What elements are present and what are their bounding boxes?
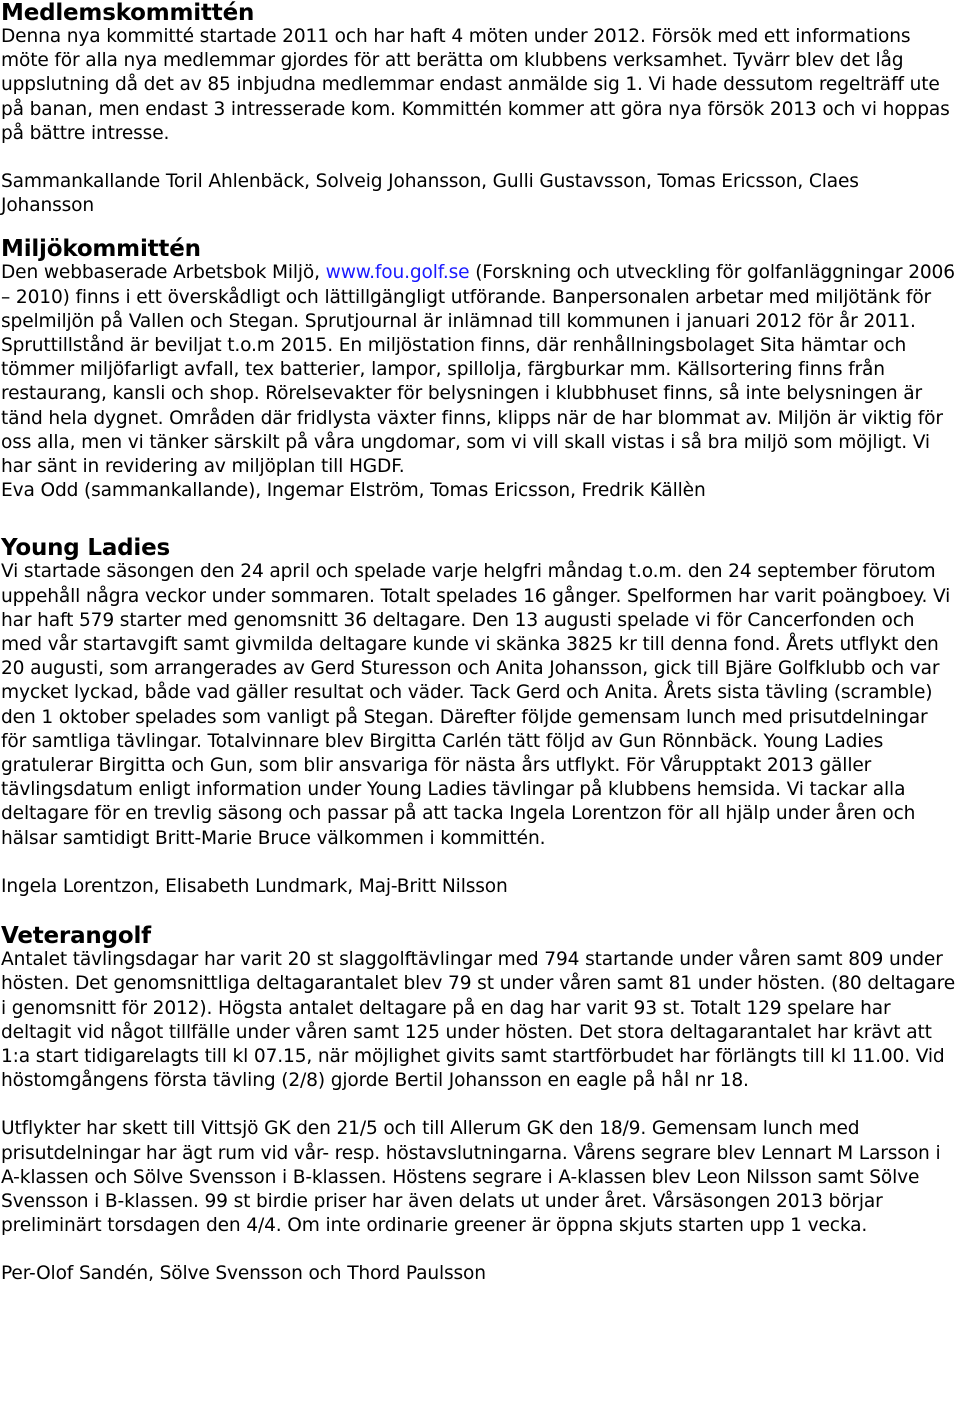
veteran-members: Per-Olof Sandén, Sölve Svensson och Thord Paulsson	[1, 1263, 486, 1285]
medlem-members: Sammankallande Toril Ahlenbäck, Solveig Johansson, Gulli Gustavsson, Tomas Ericsson, Claes Johansson	[1, 171, 859, 217]
fou-golf-link[interactable]: www.fou.golf.se	[325, 262, 470, 284]
section-medlemskommitten	[1, 0, 956, 218]
section-veterangolf	[1, 923, 956, 1286]
miljo-text-after-link: (Forskning och utveckling för golfanläggningar 2006 – 2010) finns i ett överskådligt och lättillgängligt utförande. Banpersonalen arbetar med miljötänk för spelmiljön på Vallen och Stegan. Sprutjournal är inlämnad till kommunen i januari 2012 för år 2011. Spruttillstånd är beviljat t.o.m 2015. En miljöstation finns, där renhållningsbolaget Sita hämtar och tömmer miljöfarligt avfall, tex batterier, lampor, spillolja, färgburkar mm. Källsortering finns från restaurang, kansli och shop. Rörelsevakter för belysningen i klubbhuset finns, så inte belysningen är tänd hela dygnet. Områden där fridlysta växter finns, klipps när de har blommat av. Miljön är viktig för oss alla, men vi tänker särskilt på våra ungdomar, som vi vill skall vistas i så bra miljö som möjligt. Vi har sänt in revidering av miljöplan till HGDF.	[1, 262, 955, 478]
veteran-paragraph-2: Utflykter har skett till Vittsjö GK den 21/5 och till Allerum GK den 18/9. Gemensam lunch med prisutdelningar har ägt rum vid vår- resp. höstavslutningarna. Vårens segrare blev Lennart M Larsson i A-klassen och Sölve Svensson i B-klassen. Höstens segrare i A-klassen blev Leon Nilsson samt Sölve Svensson i B-klassen. 99 st birdie priser har även delats ut under året. Vårsäsongen 2013 börjar preliminärt torsdagen den 4/4. Om inte ordinarie greener är öppna skjuts starten upp 1 vecka.	[1, 1118, 941, 1237]
section-miljokommitten	[1, 236, 956, 503]
heading-miljokommitten: Miljökommittén	[1, 236, 201, 263]
section-young-ladies	[1, 535, 956, 899]
miljo-members: Eva Odd (sammankallande), Ingemar Elström, Tomas Ericsson, Fredrik Källèn	[1, 480, 706, 502]
miljo-paragraph	[1, 261, 956, 479]
heading-veterangolf: Veterangolf	[1, 923, 151, 950]
heading-medlemskommitten: Medlemskommittén	[1, 0, 255, 26]
veteran-paragraph-1: Antalet tävlingsdagar har varit 20 st slaggolftävlingar med 794 startande under våren samt 809 under hösten. Det genomsnittliga deltagarantalet blev 79 st under våren samt 81 under hösten. (80 deltagare i genomsnitt för 2012). Högsta antalet deltagare på en dag har varit 93 st. Totalt 129 spelare har deltagit vid något tillfälle under våren samt 125 under hösten. Det stora deltagarantalet har krävt att 1:a start tidigarelagts till kl 07.15, när möjlighet givits samt startförbudet har förlängts till kl 11.00. Vid höstomgångens första tävling (2/8) gjorde Bertil Johansson en eagle på hål nr 18.	[1, 949, 955, 1092]
medlem-paragraph: Denna nya kommitté startade 2011 och har haft 4 möten under 2012. Försök med ett informations möte för alla nya medlemmar gjordes för att berätta om klubbens verksamhet. Tyvärr blev det låg uppslutning då det av 85 inbjudna medlemmar endast anmälde sig 1. Vi hade dessutom regelträff ute på banan, men endast 3 intresserade kom. Kommittén kommer att göra nya försök 2013 och vi hoppas på bättre intresse.	[1, 26, 950, 144]
young-paragraph: Vi startade säsongen den 24 april och spelade varje helgfri måndag t.o.m. den 24 september förutom uppehåll några veckor under sommaren. Totalt spelades 16 gånger. Spelformen har varit poängboey. Vi har haft 579 starter med genomsnitt 36 deltagare. Den 13 augusti spelade vi för Cancerfonden och med vår startavgift samt givmilda deltagare kunde vi skänka 3825 kr till denna fond. Årets utflykt den 20 augusti, som arrangerades av Gerd Sturesson och Anita Johansson, gick till Bjäre Golfklubb och var mycket lyckad, både vad gäller resultat och väder. Tack Gerd och Anita. Årets sista tävling (scramble) den 1 oktober spelades som vanligt på Stegan. Därefter följde gemensam lunch med prisutdelningar för samtliga tävlingar. Totalvinnare blev Birgitta Carlén tätt följd av Gun Rönnbäck. Young Ladies gratulerar Birgitta och Gun, som blir ansvariga för nästa års utflykt. För Vårupptakt 2013 gäller tävlingsdatum enligt information under Young Ladies tävlingar på klubbens hemsida. Vi tackar alla deltagare för en trevlig säsong och passar på att tacka Ingela Lorentzon för all hjälp under åren och hälsar samtidigt Britt-Marie Bruce välkommen i kommittén.	[1, 561, 951, 849]
miljo-text-before-link: Den webbaserade Arbetsbok Miljö,	[1, 262, 326, 284]
young-members: Ingela Lorentzon, Elisabeth Lundmark, Maj-Britt Nilsson	[1, 875, 508, 897]
heading-young-ladies: Young Ladies	[1, 535, 170, 562]
